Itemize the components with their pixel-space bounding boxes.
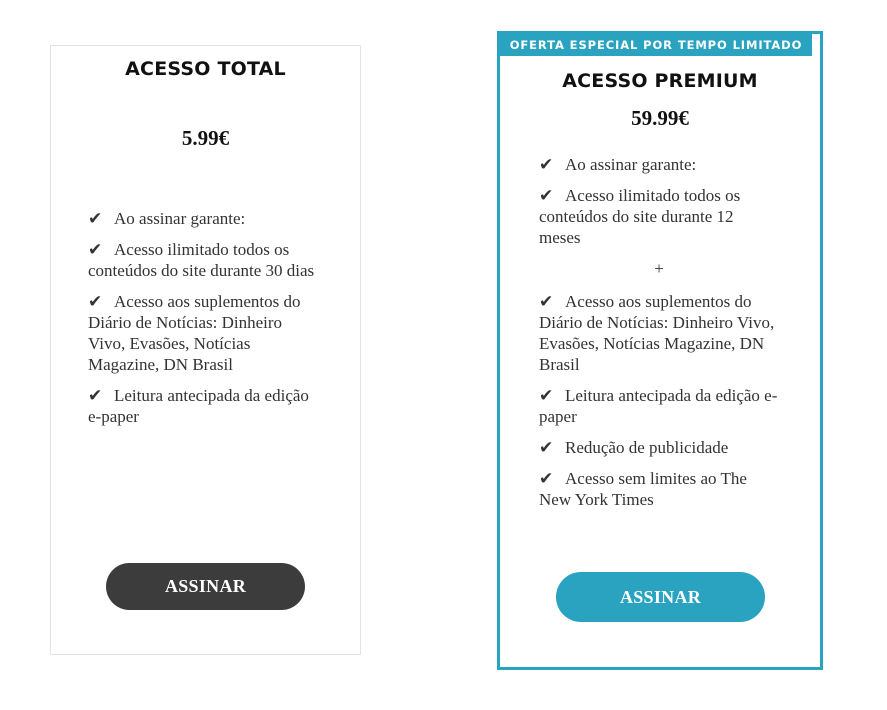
feature-item	[539, 154, 779, 175]
plus-separator: +	[654, 259, 664, 278]
plan-card-total	[50, 45, 361, 655]
check-icon: ✔	[539, 438, 554, 457]
feature-list	[88, 208, 320, 437]
feature-item	[88, 208, 320, 229]
feature-text: Acesso aos suplementos do Diário de Notícias: Dinheiro Vivo, Evasões, Notícias Magazine, DN Brasil	[539, 292, 775, 374]
plan-title: ACESSO PREMIUM	[562, 70, 758, 92]
subscribe-button-premium[interactable]: ASSINAR	[556, 572, 765, 622]
feature-list	[539, 154, 779, 520]
feature-item	[88, 385, 320, 427]
plan-price: 59.99€	[631, 106, 689, 130]
feature-item	[539, 437, 779, 458]
check-icon: ✔	[88, 240, 103, 259]
subscribe-button-total[interactable]: ASSINAR	[106, 563, 305, 610]
feature-text: Ao assinar garante:	[114, 209, 246, 228]
feature-text: Leitura antecipada da edição e-paper	[539, 386, 778, 426]
feature-text: Acesso sem limites ao The New York Times	[539, 469, 747, 509]
feature-text: Ao assinar garante:	[565, 155, 697, 174]
check-icon: ✔	[88, 209, 103, 228]
check-icon: ✔	[539, 386, 554, 405]
feature-text: Redução de publicidade	[565, 438, 729, 457]
limited-offer-badge: OFERTA ESPECIAL POR TEMPO LIMITADO	[500, 34, 812, 56]
feature-item	[88, 291, 320, 375]
feature-item	[539, 291, 779, 375]
feature-text: Leitura antecipada da edição e-paper	[88, 386, 309, 426]
feature-text: Acesso aos suplementos do Diário de Notícias: Dinheiro Vivo, Evasões, Notícias Magazine, DN Brasil	[88, 292, 301, 374]
feature-item	[539, 385, 779, 427]
check-icon: ✔	[539, 186, 554, 205]
check-icon: ✔	[539, 155, 554, 174]
check-icon: ✔	[539, 469, 554, 488]
feature-text: Acesso ilimitado todos os conteúdos do site durante 30 dias	[88, 240, 315, 280]
plan-price: 5.99€	[181, 126, 230, 150]
plan-title: ACESSO TOTAL	[125, 58, 286, 80]
check-icon: ✔	[88, 386, 103, 405]
feature-item	[539, 185, 779, 248]
feature-item	[88, 239, 320, 281]
check-icon: ✔	[539, 292, 554, 311]
plan-card-premium	[497, 31, 823, 670]
check-icon: ✔	[88, 292, 103, 311]
feature-item	[539, 468, 779, 510]
feature-text: Acesso ilimitado todos os conteúdos do site durante 12 meses	[539, 186, 741, 247]
